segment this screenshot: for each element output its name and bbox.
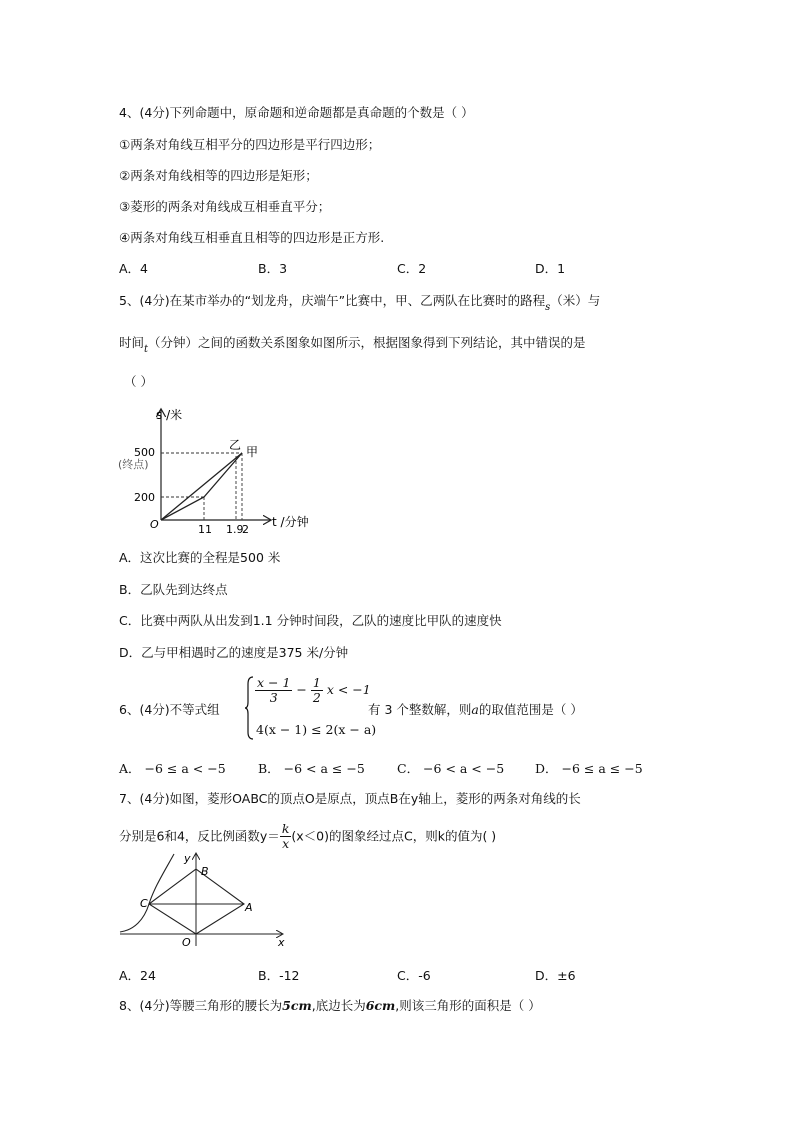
q7-label-a: A [245,901,253,914]
q5-x-tick-11: 11 [198,523,212,536]
q5-x-tick-2: 2 [242,523,249,536]
q7-option-d: D．±6 [535,968,576,983]
q4-item-1: ①两条对角线互相平分的四边形是平行四边形； [119,137,381,152]
q6-stem-b: 有 3 个整数解，则 [368,702,472,717]
q6-ineq-1 [255,676,371,705]
q7-option-a: A．24 [119,968,156,983]
q5-var-s: s [545,302,551,313]
q5-y-label: s /米 [156,408,183,422]
q6-ineq1-tail: x < −1 [326,682,371,697]
q6-option-b: B． −6 < a ≤ −5 [258,761,365,776]
q4-option-a: A．4 [119,261,149,276]
q5-option-d: D．乙与甲相遇时乙的速度是375 米/分钟 [119,645,349,660]
q8-stem [119,998,541,1014]
q7-hyperbola [120,854,174,932]
q7-option-c: C．-6 [397,968,431,983]
q6-ineq1-fnum: 1 [312,675,321,690]
q5-label-yi: 乙 [229,438,242,452]
q4-stem: 4、(4分)下列命题中，原命题和逆命题都是真命题的个数是（ ） [119,105,474,120]
q7-label-o: O [182,936,191,949]
q6-option-d: D． −6 ≤ a ≤ −5 [535,761,643,776]
q6-ineq1-fden: 2 [312,690,321,705]
q5-option-b: B．乙队先到达终点 [119,582,228,597]
q6-ineq1-den: 3 [269,690,278,705]
q6-option-a: A． −6 ≤ a < −5 [119,761,226,776]
q5-x-label: t /分钟 [272,515,309,529]
q7-label-y: y [184,852,191,865]
q7-label-b: B [201,865,209,878]
q6-system [245,675,377,740]
q4-item-4: ④两条对角线互相垂直且相等的四边形是正方形. [119,230,385,245]
q7-option-b: B．-12 [258,968,300,983]
q5-stem-a: 5、(4分)在某市举办的“划龙舟，庆端午”比赛中，甲、乙两队在比赛时的路程 [119,293,546,308]
q4-item-3: ③菱形的两条对角线成互相垂直平分； [119,199,331,214]
q7-stem-b: 分别是6和4，反比例函数y＝ [119,828,280,844]
q8-stem-b: ,底边长为 [311,998,366,1013]
q8-v1: 5cm [282,998,312,1013]
q5-option-a: A．这次比赛的全程是500 米 [119,550,281,565]
q8-v2: 6cm [365,998,396,1013]
q6-ineq1-minus: − [296,682,307,697]
q6-ineq1-num: x − 1 [257,675,291,690]
q5-stem-c: 时间 [119,335,145,350]
q5-var-t: t [144,344,149,355]
q7-stem-a: 7、(4分)如图，菱形OABC的顶点O是原点，顶点B在y轴上，菱形的两条对角线的长 [119,791,581,806]
q6-stem-a: 6、(4分)不等式组 [119,702,220,717]
q7-stem-c: (x＜0)的图象经过点C，则k的值为( ) [291,828,497,844]
q5-option-c: C．比赛中两队从出发到1.1 分钟时间段，乙队的速度比甲队的速度快 [119,613,502,628]
q5-label-jia: 甲 [246,445,259,459]
q7-frac-num: k [281,821,290,836]
q7-frac-den: x [282,836,290,851]
q4-option-b: B．3 [258,261,288,276]
q5-y-tick-200: 200 [134,491,155,504]
q5-y-tick-500: 500 [134,446,155,459]
q6-brace [245,676,255,740]
q5-stem-line1 [119,293,600,311]
q4-item-2: ②两条对角线相等的四边形是矩形； [119,168,318,183]
q5-x-tick-19: 1.9 [226,523,244,536]
q7-label-x: x [278,936,285,949]
q5-answer-paren: （ ） [124,374,153,389]
q6-option-c: C． −6 < a < −5 [397,761,505,776]
q4-option-c: C．2 [397,261,427,276]
q6-var-a: a [471,702,479,717]
q7-graph [112,850,292,950]
q7-label-c: C [140,897,148,910]
q8-stem-c: ,则该三角形的面积是（ ） [395,998,541,1013]
q6-stem-c: 的取值范围是（ ） [478,702,583,717]
q5-origin: O [150,518,159,531]
q6-stem-tail [368,702,583,718]
q5-graph [112,404,342,539]
q5-line-jia [161,453,242,520]
q5-y-tick-500-note: (终点) [118,458,149,471]
q4-option-d: D．1 [535,261,566,276]
q5-stem-line2 [119,335,586,353]
q5-stem-b: （米）与 [550,293,601,308]
q5-stem-d: （分钟）之间的函数关系图象如图所示，根据图象得到下列结论，其中错误的是 [148,335,586,350]
q8-stem-a: 8、(4分)等腰三角形的腰长为 [119,998,283,1013]
q6-ineq-2: 4(x − 1) ≤ 2(x − a) [256,722,377,737]
